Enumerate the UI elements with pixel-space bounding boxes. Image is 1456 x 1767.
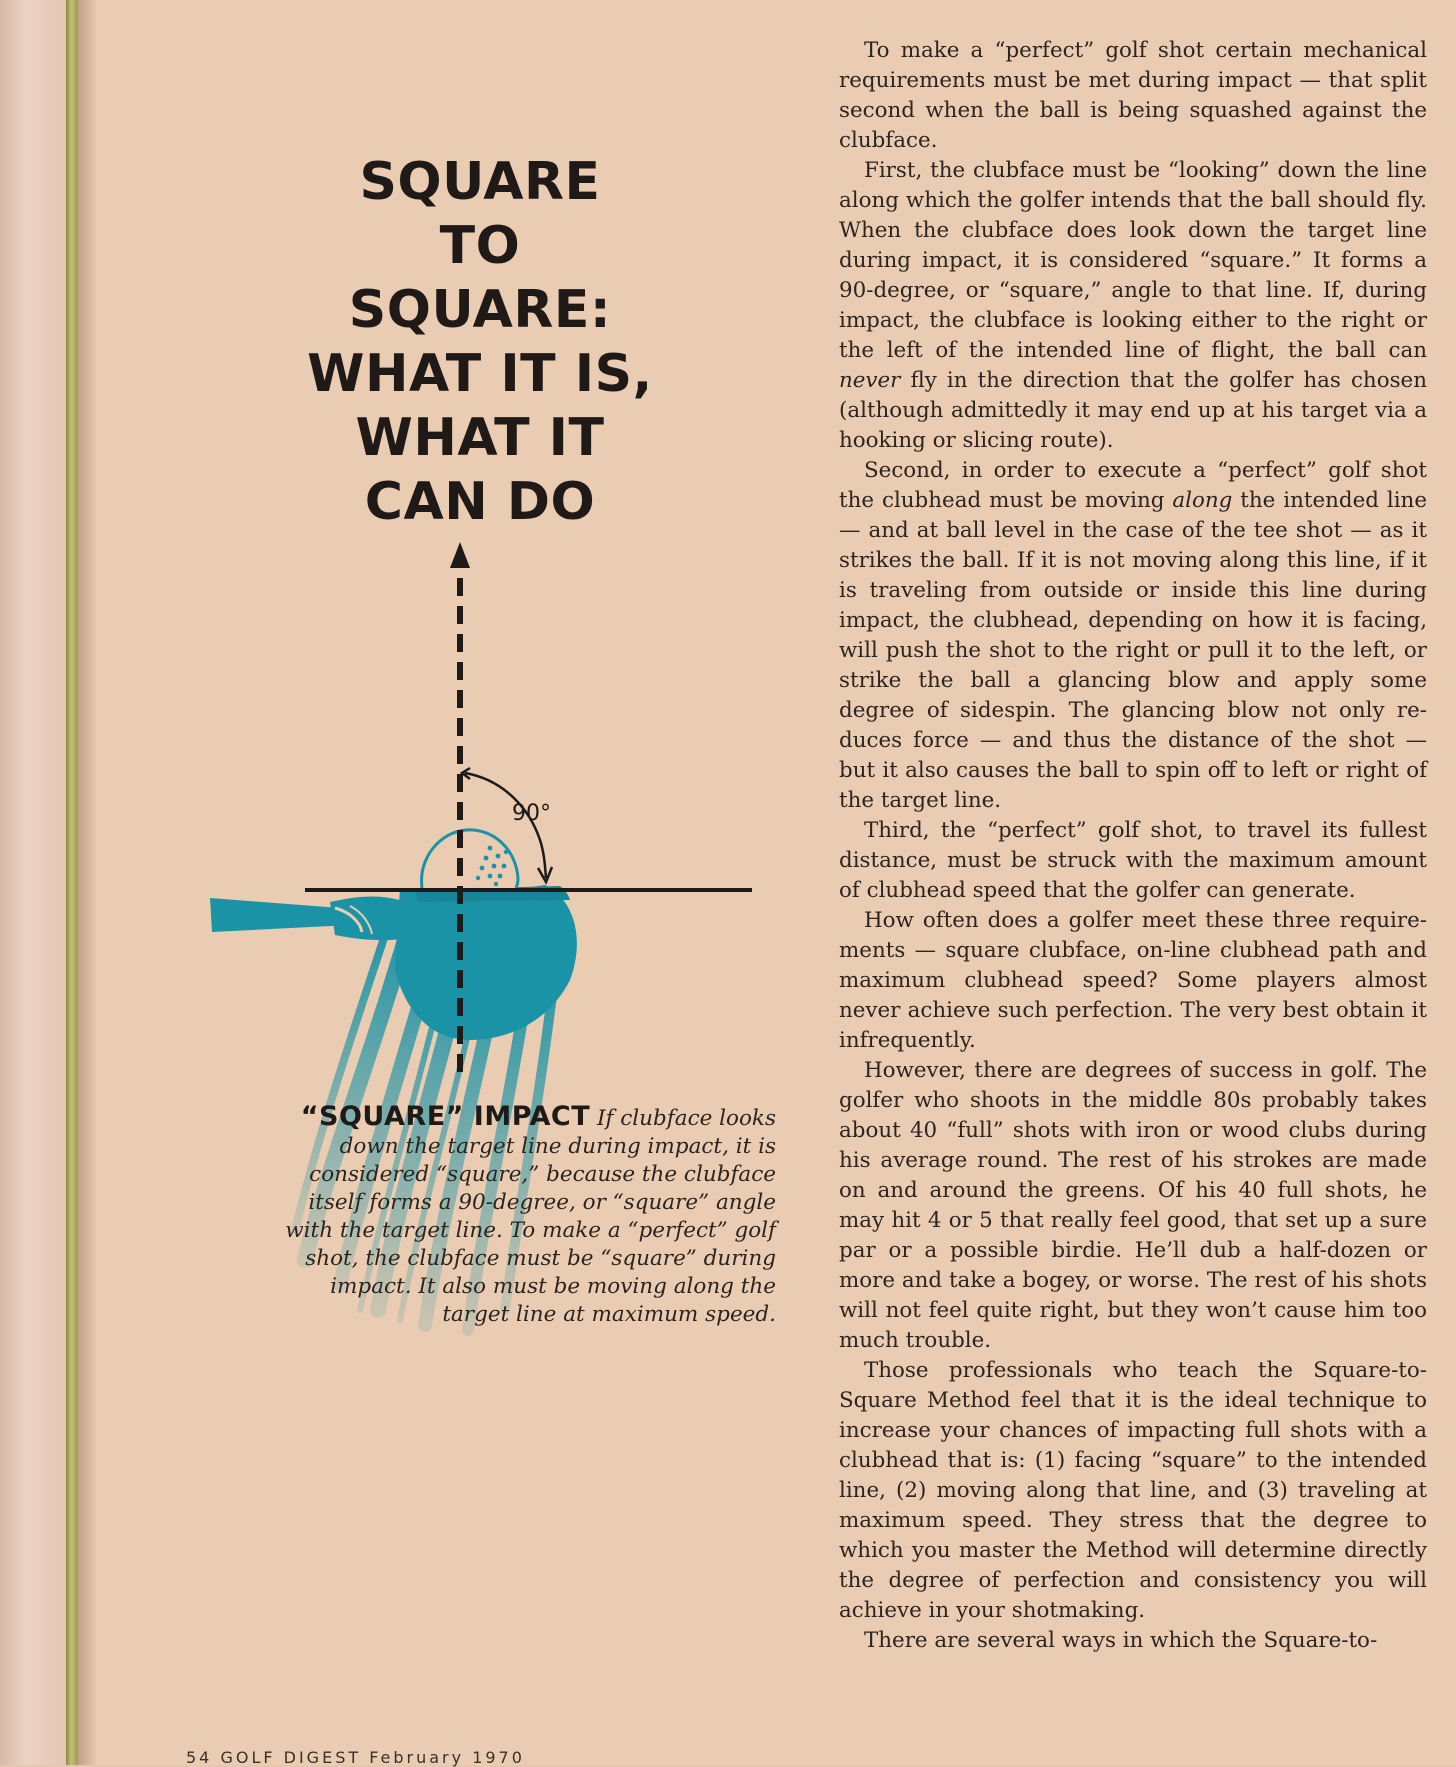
paragraph: Second, in order to execute a “perfect” golf shot the clubhead must be moving along the intended line — and at ball level in the case of the tee shot — as it strikes the ball. If it is not moving along this line, if it is traveling from outside or inside this line during impact, the clubhead, depending on how it is facing, will push the shot to the right or pull it to the left, or strike the ball a glancing blow and apply some degree of sidespin. The glancing blow not only reduces force — and thus the distance of the shot — but it also causes the ball to spin off to left or right of the target line. [839, 458, 1427, 813]
article-body [839, 36, 1427, 1656]
caption-text [270, 1103, 776, 1329]
page-spine [66, 0, 78, 1765]
paragraph: However, there are degrees of success in golf. The golfer who shoots in the middle 80s probably takes about 40 “full” shots with iron or wood clubs during his average round. The rest of his strokes are made on and around the greens. Of his 40 full shots, he may hit 4 or 5 that really feel good, that set up a sure par or a possible birdie. He’ll dub a half-dozen or more and take a bogey, or worse. The rest of his shots will not feel quite right, but they won’t cause him too much trouble. [839, 1058, 1427, 1353]
headline-line: TO [439, 216, 521, 276]
headline-line: SQUARE: [348, 280, 612, 340]
article-headline [250, 150, 710, 534]
headline-line: CAN DO [364, 472, 596, 532]
diagram-caption [270, 1103, 776, 1329]
caption-body: If clubface looks down the target line during impact, it is considered “square,” because the clubface itself forms a 90-degree, or “square” angle with the target line. To make a “perfect” golf shot, the clubface must be “square” during impact. It also must be moving along the target line at maximum speed. [285, 1106, 776, 1327]
page-folio: 54 GOLF DIGEST February 1970 [186, 1748, 525, 1767]
caption-lead: “SQUARE” IMPACT [300, 1101, 591, 1132]
headline-line: WHAT IT IS, [307, 344, 653, 404]
golf-ball-icon [422, 830, 518, 888]
paragraph: Those professionals who teach the Square-to-Square Method feel that it is the ideal technique to increase your chances of impacting full shots with a clubhead that is: (1) facing “square” to the intended line, (2) moving along that line, and (3) traveling at maximum speed. They stress that the degree to which you master the Method will determine directly the degree of perfection and consistency you will achieve in your shotmaking. [839, 1358, 1427, 1623]
paragraph: There are several ways in which the Square-to- [864, 1628, 1378, 1653]
angle-label: 90° [512, 801, 551, 826]
paragraph: To make a “perfect” golf shot certain mechanical requirements must be met during impact — that split second when the ball is being squashed against the clubface. [839, 38, 1427, 153]
headline-line: SQUARE [359, 152, 601, 212]
headline-line: WHAT IT [355, 408, 605, 468]
spine-shadow [78, 0, 96, 1765]
paragraph: How often does a golfer meet these three requirements — square clubface, on-line clubhead path and maximum clubhead speed? Some players almost never achieve such perfection. The very best obtain it infrequently. [839, 908, 1427, 1053]
facing-page-edge [0, 0, 66, 1765]
paragraph: First, the clubface must be “looking” down the line along which the golfer intends that the ball should fly. When the clubface does look down the target line during impact, it is considered “square.” It forms a 90-degree, or “square,” angle to that line. If, during impact, the clubface is looking either to the right or the left of the intended line of flight, the ball can never fly in the direction that the golfer has chosen (although admittedly it may end up at his target via a hooking or slicing route). [839, 158, 1427, 453]
paragraph: Third, the “perfect” golf shot, to travel its fullest distance, must be struck with the maximum amount of clubhead speed that the golfer can generate. [839, 818, 1427, 903]
